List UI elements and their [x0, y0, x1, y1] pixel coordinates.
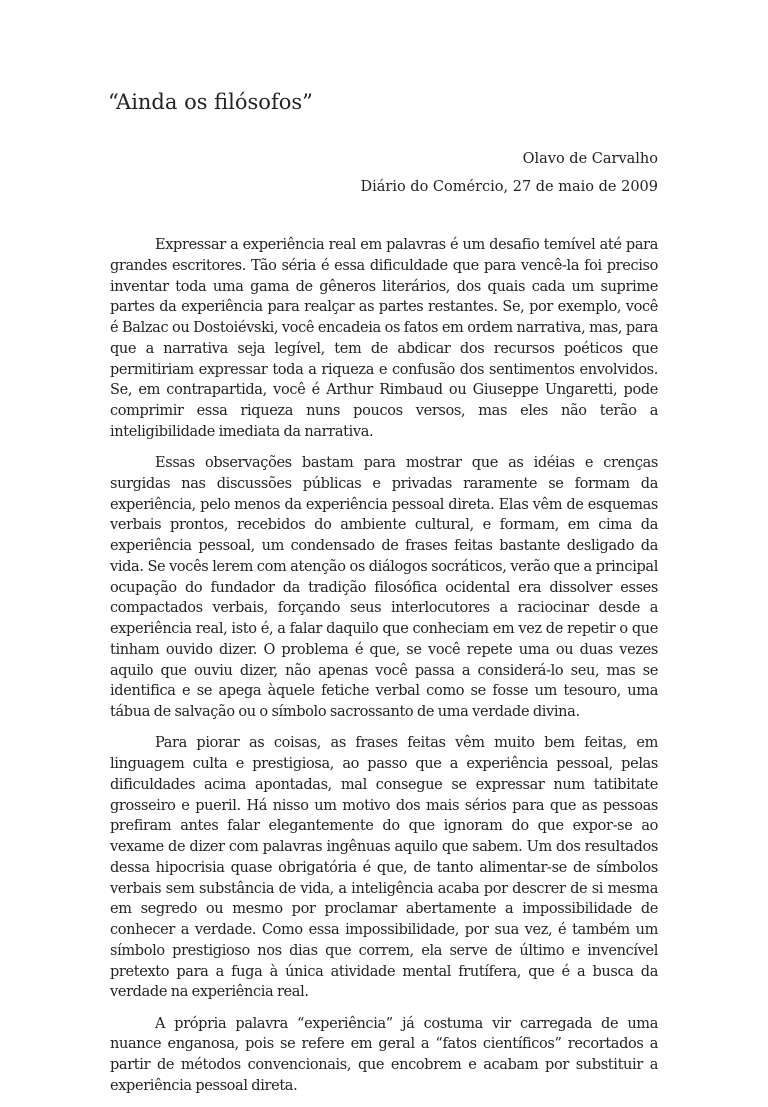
author-name: Olavo de Carvalho [522, 151, 658, 167]
paragraph-1: Expressar a experiência real em palavras é um desafio temível até para grandes escritores. Tão séria é essa dificuldade que para vencê-la foi preciso inventar toda uma gama de gêneros literários, dos quais cada um suprime partes da experiência para realçar as partes restantes. Se, por exemplo, você é Balzac ou Dostoiévski, você encadeia os fatos em ordem narrativa, mas, para que a narrativa seja legível, tem de abdicar dos recursos poéticos que permitiriam expressar toda a riqueza e confusão dos sentimentos envolvidos. Se, em contrapartida, você é Arthur Rimbaud ou Giuseppe Ungaretti, pode comprimir essa riqueza nuns poucos versos, mas eles não terão a inteligibilidade imediata da narrativa. [110, 237, 658, 440]
paragraph-2: Essas observações bastam para mostrar que as idéias e crenças surgidas nas discussões públicas e privadas raramente se formam da experiência, pelo menos da experiência pessoal direta. Elas vêm de esquemas verbais prontos, recebidos do ambiente cultural, e formam, em cima da experiência pessoal, um condensado de frases feitas bastante desligado da vida. Se vocês lerem com atenção os diálogos socráticos, verão que a principal ocupação do fundador da tradição filosófica ocidental era dissolver esses compactados verbais, forçando seus interlocutores a raciocinar desde a experiência real, isto é, a falar daquilo que conheciam em vez de repetir o que tinham ouvido dizer. O problema é que, se você repete uma ou duas vezes aquilo que ouviu dizer, não apenas você passa a considerá-lo seu, mas se identifica e se apega àquele fetiche verbal como se fosse um tesouro, uma tábua de salvação ou o símbolo sacrossanto de uma verdade divina. [110, 455, 658, 720]
paragraph-3: Para piorar as coisas, as frases feitas vêm muito bem feitas, em linguagem culta e prestigiosa, ao passo que a experiência pessoal, pelas dificuldades acima apontadas, mal consegue se expressar num tatibitate grosseiro e pueril. Há nisso um motivo dos mais sérios para que as pessoas prefiram antes falar elegantemente do que ignoram do que expor-se ao vexame de dizer com palavras ingênuas aquilo que sabem. Um dos resultados dessa hipocrisia quase obrigatória é que, de tanto alimentar-se de símbolos verbais sem substância de vida, a inteligência acaba por descrer de si mesma em segredo ou mesmo por proclamar abertamente a impossibilidade de conhecer a verdade. Como essa impossibilidade, por sua vez, é também um símbolo prestigioso nos dias que correm, ela serve de último e invencível pretexto para a fuga à única atividade mental frutífera, que é a busca da verdade na experiência real. [110, 735, 658, 1001]
publication-source: Diário do Comércio, 27 de maio de 2009 [360, 179, 658, 195]
article-title: “Ainda os filósofos” [108, 90, 313, 114]
paragraph-4: A própria palavra “experiência” já costuma vir carregada de uma nuance enganosa, pois se refere em geral a “fatos científicos” recortados a partir de métodos convencionais, que encobrem e acabam por substituir a experiência pessoal direta. [110, 1015, 658, 1094]
article-body [110, 235, 658, 1107]
